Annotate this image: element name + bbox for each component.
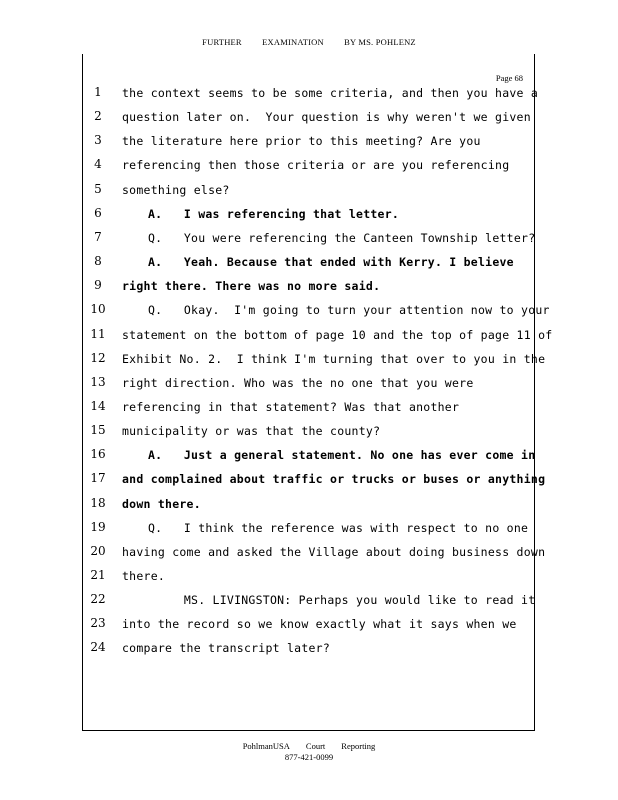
line-text: question later on. Your question is why weren't we given [122,110,531,125]
line-number: 12 [90,350,106,365]
transcript-line [0,325,618,349]
line-text: something else? [122,182,230,197]
line-number: 19 [90,519,106,534]
line-text: there. [122,569,166,583]
line-number: 20 [90,543,106,558]
transcript-line [0,638,618,662]
line-text: the literature here prior to this meeting? Are you [122,134,481,149]
page-footer [0,741,618,763]
line-text: right there. There was no more said. [122,279,381,294]
line-text: Q. You were referencing the Canteen Township letter? [148,230,536,245]
line-number: 15 [90,423,106,438]
line-number: 4 [94,157,102,172]
transcript-line [0,107,618,131]
transcript-line [0,349,618,373]
footer-court: Court [305,741,326,751]
line-number: 16 [90,447,106,462]
line-text: Exhibit No. 2. I think I'm turning that over to you in the [122,351,546,366]
line-number: 7 [94,229,102,244]
line-text: MS. LIVINGSTON: Perhaps you would like to read it [148,593,536,608]
line-number: 2 [94,109,102,124]
line-text: into the record so we know exactly what it says when we [122,617,517,632]
line-number: 22 [90,592,106,607]
line-number: 9 [94,278,102,293]
transcript-line [0,180,618,204]
footer-company: PohlmanUSA [242,741,290,751]
line-number: 17 [90,471,106,486]
transcript-line [0,204,618,228]
line-number: 6 [94,205,102,220]
page-header [0,37,618,47]
line-text: down there. [122,496,201,511]
line-number: 8 [94,254,102,269]
line-number: 21 [90,568,106,582]
line-text: and complained about traffic or trucks or buses or anything [122,472,546,487]
line-text: Q. I think the reference was with respect to no one [148,520,529,535]
line-text: right direction. Who was the no one that you were [122,375,474,390]
transcript-line [0,494,618,518]
header-examination: EXAMINATION [262,37,324,47]
transcript-line [0,155,618,179]
line-number: 24 [90,640,106,655]
line-text: referencing in that statement? Was that another [122,399,460,414]
transcript-line [0,131,618,155]
line-number: 10 [90,302,106,317]
line-number: 18 [90,495,106,510]
transcript-line [0,228,618,252]
transcript-line [0,421,618,445]
transcript-line [0,614,618,638]
transcript-line [0,590,618,614]
line-number: 23 [90,616,106,631]
line-text: the context seems to be some criteria, and then you have a [122,86,539,100]
transcript-line [0,566,618,590]
transcript-line [0,469,618,493]
transcript-line [0,397,618,421]
line-text: compare the transcript later? [122,641,331,656]
line-number: 14 [90,398,106,413]
footer-reporting: Reporting [341,741,376,751]
line-number: 1 [94,85,102,99]
transcript-line [0,542,618,566]
line-number: 11 [90,326,106,341]
line-text: municipality or was that the county? [122,424,381,439]
transcript-line [0,373,618,397]
footer-phone: 877-421-0099 [284,752,334,762]
page-number: Page 68 [495,73,523,83]
line-text: A. Yeah. Because that ended with Kerry. I believe [148,255,514,270]
transcript-line [0,252,618,276]
line-number: 5 [94,181,102,196]
transcript-line [0,276,618,300]
transcript-line [0,83,618,107]
transcript-line [0,518,618,542]
header-by: BY MS. POHLENZ [344,37,416,47]
transcript-line [0,300,618,324]
line-number: 13 [90,374,106,389]
line-text: referencing then those criteria or are you referencing [122,158,510,173]
line-number: 3 [94,133,102,148]
header-further: FURTHER [202,37,242,47]
line-text: A. Just a general statement. No one has ever come in [148,448,536,463]
line-text: A. I was referencing that letter. [148,206,400,221]
line-text: having come and asked the Village about doing business down [122,544,546,559]
line-text: statement on the bottom of page 10 and the top of page 11 of [122,327,553,342]
transcript-line [0,445,618,469]
line-text: Q. Okay. I'm going to turn your attention now to your [148,303,550,318]
